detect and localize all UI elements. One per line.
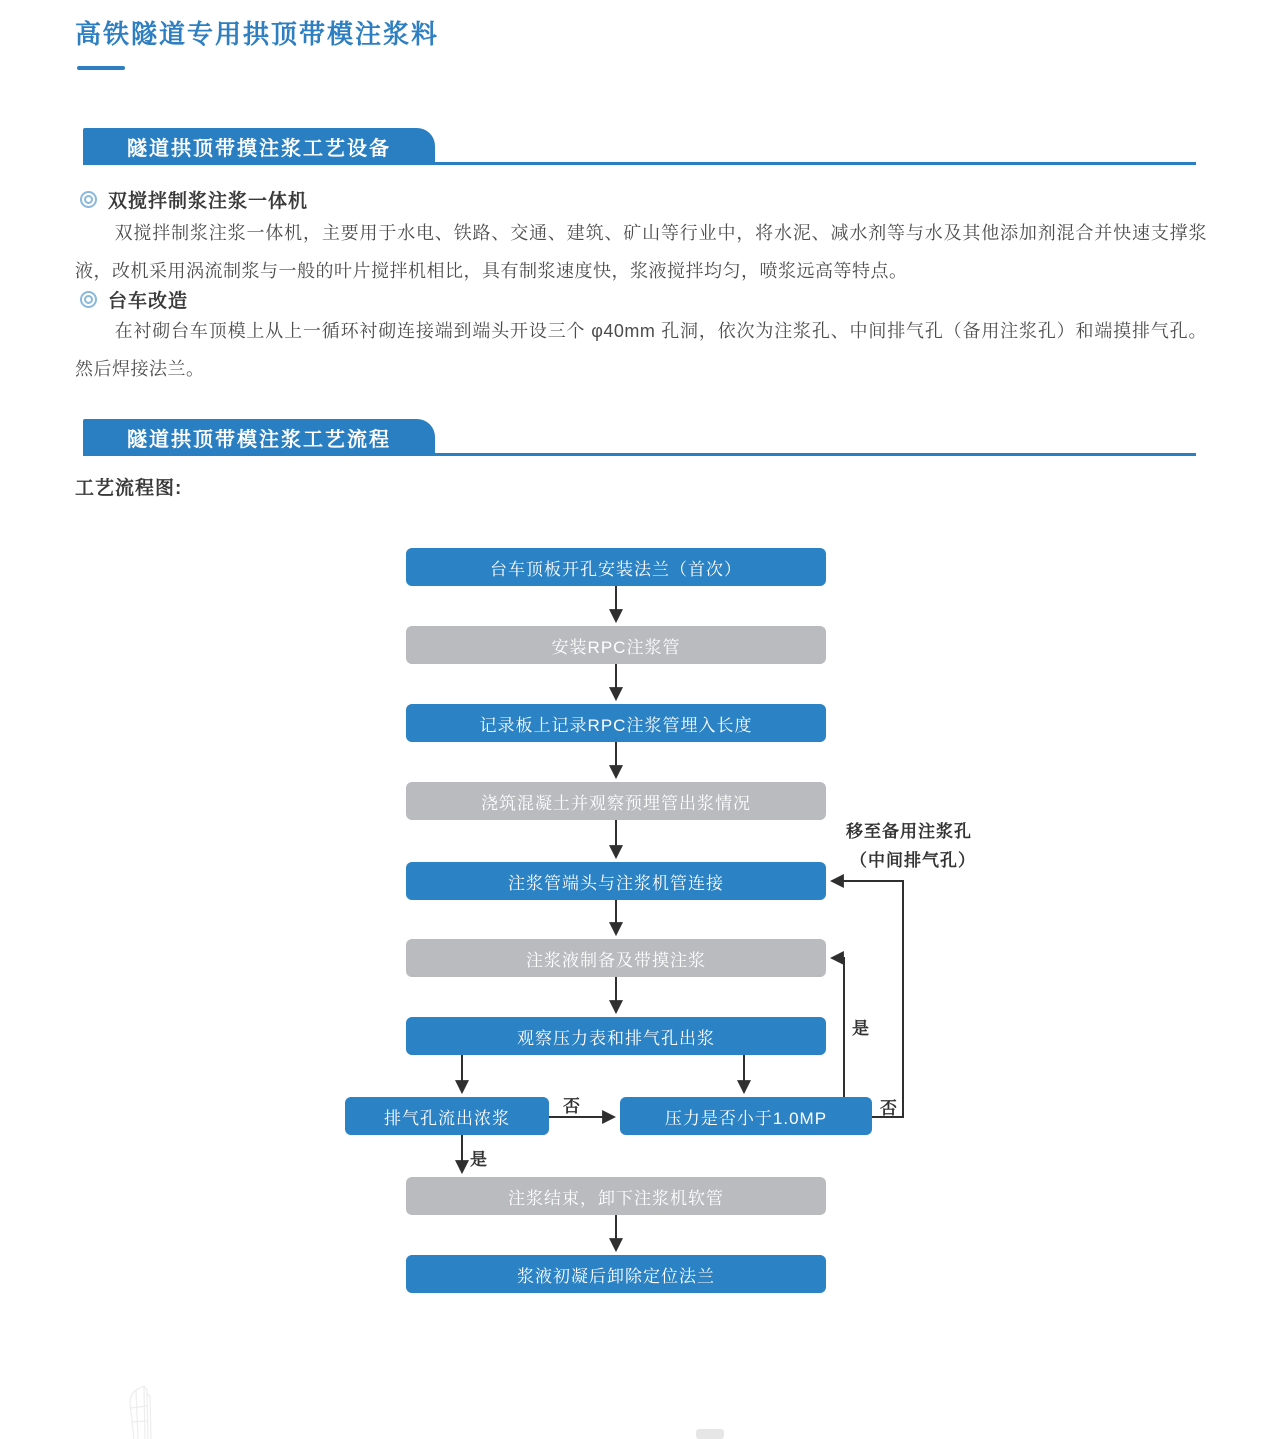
flow-step-7: 观察压力表和排气孔出浆 [406, 1017, 826, 1055]
section1-banner-label: 隧道拱顶带摸注浆工艺设备 [127, 138, 391, 160]
section1-banner [83, 128, 435, 165]
flowchart-caption: 工艺流程图: [75, 478, 183, 499]
section2-banner [83, 419, 435, 456]
flow-step-6: 注浆液制备及带摸注浆 [406, 939, 826, 977]
bullet-heading: 双搅拌制浆注浆一体机 [108, 191, 309, 212]
page-title: 高铁隧道专用拱顶带模注浆料 [75, 19, 440, 49]
building-watermark [120, 1382, 180, 1439]
bullet-heading: 台车改造 [108, 291, 189, 312]
flow-step-3: 记录板上记录RPC注浆管埋入长度 [406, 704, 826, 742]
loop-note-line2: （中间排气孔） [850, 851, 976, 870]
ring-bullet-icon-inner [84, 195, 93, 204]
section2-banner-label: 隧道拱顶带模注浆工艺流程 [127, 429, 391, 451]
flow-step-2: 安装RPC注浆管 [406, 626, 826, 664]
ring-bullet-icon [80, 291, 97, 308]
edge-label-loop-no: 否 [880, 1099, 897, 1118]
flow-step-10: 注浆结束，卸下注浆机软管 [406, 1177, 826, 1215]
edge-label-loop-yes: 是 [852, 1019, 869, 1038]
edge-label-no: 否 [563, 1097, 580, 1116]
flow-step-1: 台车顶板开孔安装法兰（首次） [406, 548, 826, 586]
bottom-decoration [696, 1429, 724, 1439]
flow-step-4: 浇筑混凝土并观察预埋管出浆情况 [406, 782, 826, 820]
flow-step-9: 压力是否小于1.0MP [620, 1097, 872, 1135]
flow-step-11: 浆液初凝后卸除定位法兰 [406, 1255, 826, 1293]
flow-step-8: 排气孔流出浓浆 [345, 1097, 549, 1135]
flow-step-5: 注浆管端头与注浆机管连接 [406, 862, 826, 900]
ring-bullet-icon-inner [84, 295, 93, 304]
edge-label-yes: 是 [470, 1150, 487, 1169]
paragraph-trolley: 在衬砌台车顶模上从上一循环衬砌连接端到端头开设三个 φ40mm 孔洞，依次为注浆孔、中间排气孔（备用注浆孔）和端摸排气孔。然后焊接法兰。 [75, 321, 1207, 379]
bullet-item-trolley [80, 286, 188, 313]
loop-note-line1: 移至备用注浆孔 [846, 822, 972, 841]
ring-bullet-icon [80, 191, 97, 208]
paragraph-mixer: 双搅拌制浆注浆一体机，主要用于水电、铁路、交通、建筑、矿山等行业中，将水泥、减水剂等与水及其他添加剂混合并快速支撑浆液，改机采用涡流制浆与一般的叶片搅拌机相比，具有制浆速度快，浆液搅拌均匀，喷浆远高等特点。 [75, 223, 1207, 281]
bullet-item-mixer [80, 186, 308, 213]
title-underline [77, 66, 125, 70]
